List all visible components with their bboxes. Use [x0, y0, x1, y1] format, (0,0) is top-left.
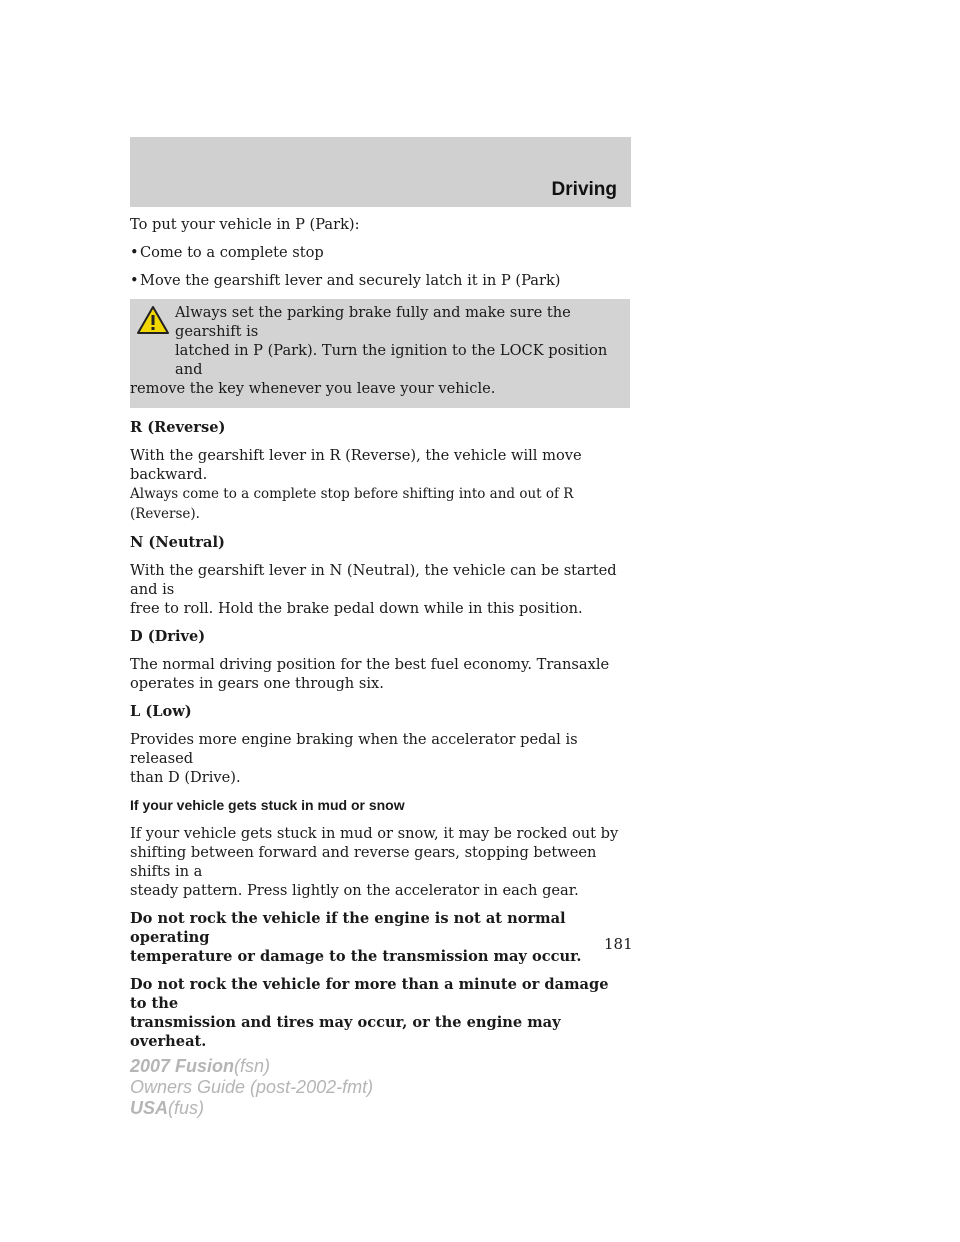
bullet-icon: • [130, 272, 139, 289]
drive-heading: D (Drive) [130, 628, 206, 645]
warning-box [130, 299, 630, 408]
stuck-heading: If your vehicle gets stuck in mud or snow [130, 797, 405, 813]
warning-text-line: remove the key whenever you leave your vehicle. [130, 380, 496, 397]
warning-triangle-icon [136, 305, 170, 335]
warning-text-line: latched in P (Park). Turn the ignition to the LOCK position and [175, 342, 608, 378]
stuck-line: If your vehicle gets stuck in mud or snow, it may be rocked out by [130, 825, 619, 842]
low-paragraph [130, 730, 630, 787]
stuck-line: shifting between forward and reverse gears, stopping between shifts in a [130, 844, 597, 880]
bullet-text: Move the gearshift lever and securely latch it in P (Park) [140, 272, 561, 289]
footer-code: (fsn) [234, 1056, 271, 1076]
bullet-item [130, 271, 630, 290]
warning-text-line: Always set the parking brake fully and make sure the gearshift is [175, 304, 571, 340]
bullet-text: Come to a complete stop [140, 244, 324, 261]
footer-code: (fus) [168, 1098, 205, 1118]
neutral-line: With the gearshift lever in N (Neutral), the vehicle can be started and is [130, 562, 617, 598]
low-heading: L (Low) [130, 703, 192, 720]
reverse-paragraph [130, 446, 630, 524]
document-footer [130, 1056, 373, 1119]
neutral-paragraph [130, 561, 630, 618]
bullet-icon: • [130, 244, 139, 261]
page-content [130, 215, 630, 1060]
section-header-band [130, 137, 631, 207]
caution-line: Do not rock the vehicle if the engine is not at normal operating [130, 910, 566, 946]
page-number: 181 [604, 935, 633, 953]
reverse-heading: R (Reverse) [130, 419, 226, 436]
reverse-line: Always come to a complete stop before shifting into and out of R (Reverse). [130, 486, 574, 522]
low-line: Provides more engine braking when the accelerator pedal is released [130, 731, 578, 767]
low-line: than D (Drive). [130, 769, 241, 786]
footer-line: Owners Guide (post-2002-fmt) [130, 1077, 374, 1097]
bullet-item [130, 243, 630, 262]
footer-line [130, 1098, 373, 1119]
neutral-line: free to roll. Hold the brake pedal down while in this position. [130, 600, 583, 617]
drive-line: operates in gears one through six. [130, 675, 384, 692]
stuck-paragraph [130, 824, 630, 900]
footer-model: 2007 Fusion [130, 1056, 235, 1076]
section-title: Driving [551, 179, 617, 200]
footer-line [130, 1056, 373, 1077]
caution-line: temperature or damage to the transmission may occur. [130, 948, 582, 965]
footer-market: USA [130, 1098, 169, 1118]
caution-line: Do not rock the vehicle for more than a minute or damage to the [130, 976, 609, 1012]
stuck-line: steady pattern. Press lightly on the accelerator in each gear. [130, 882, 579, 899]
drive-paragraph [130, 655, 630, 693]
reverse-line: With the gearshift lever in R (Reverse), the vehicle will move backward. [130, 447, 582, 483]
caution-line: transmission and tires may occur, or the engine may overheat. [130, 1014, 561, 1050]
drive-line: The normal driving position for the best fuel economy. Transaxle [130, 656, 610, 673]
caution-paragraph [130, 975, 630, 1051]
park-intro: To put your vehicle in P (Park): [130, 216, 360, 233]
neutral-heading: N (Neutral) [130, 534, 225, 551]
caution-paragraph [130, 909, 630, 966]
